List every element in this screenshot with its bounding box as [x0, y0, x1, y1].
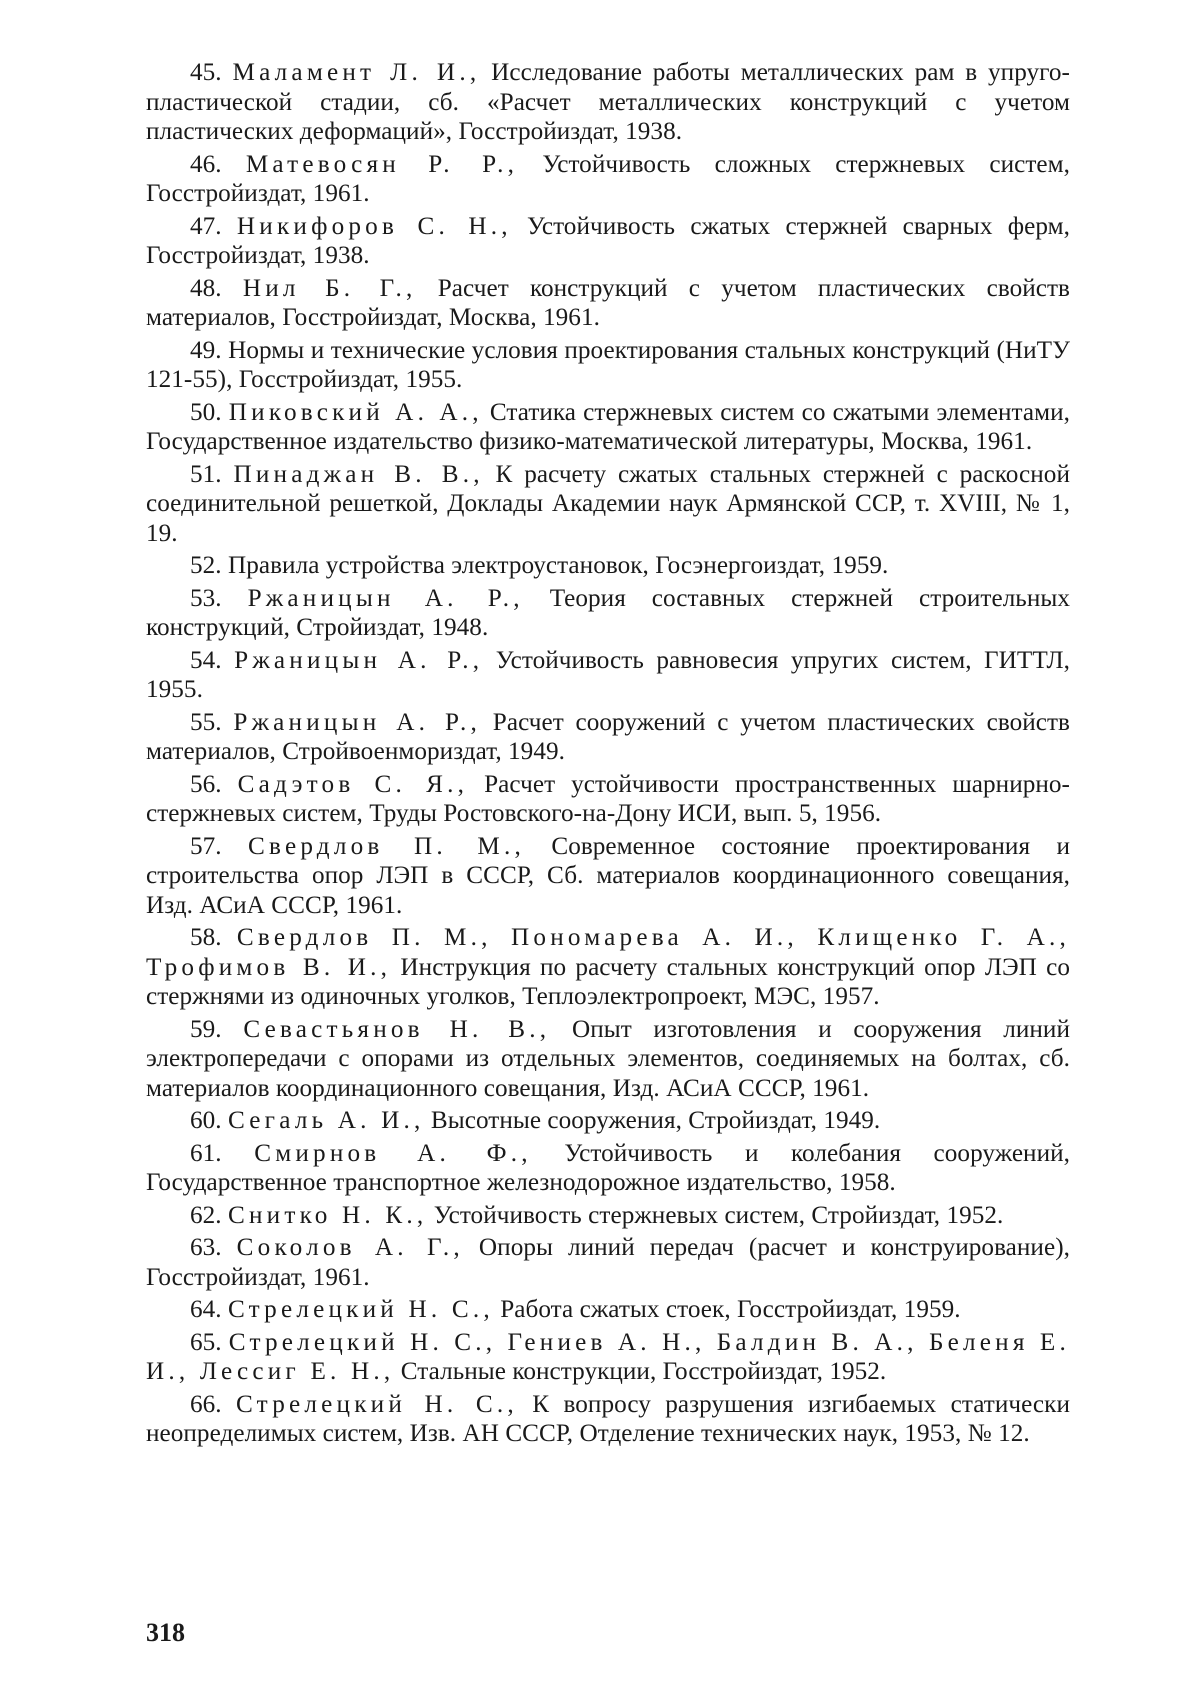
reference-text: Опыт изготовления и сооружения линий электропередачи с опорами из отдельных элементов, соединяемых на болтах, сб. материалов координационного совещания, Изд. АСиА СССР, 1961. [146, 1015, 1070, 1102]
reference-text: Правила устройства электроустановок, Госэнергоиздат, 1959. [221, 552, 889, 579]
reference-author: Свердлов П. М., Пономарева А. И., Клищенко Г. А., Трофимов В. И., [146, 924, 1070, 981]
reference-number: 56. [190, 770, 222, 798]
reference-item [146, 923, 1070, 1012]
reference-number: 57. [190, 832, 222, 860]
reference-number: 54. [190, 646, 222, 674]
reference-text: Опоры линий передач (расчет и конструирование), Госстройиздат, 1961. [146, 1234, 1070, 1291]
reference-author: Ржаницын А. Р., [234, 646, 484, 674]
reference-item [146, 274, 1070, 333]
reference-author: Маламент Л. И., [232, 59, 481, 86]
reference-number: 61. [190, 1139, 222, 1167]
reference-number: 53. [190, 584, 222, 612]
reference-text: Расчет сооружений с учетом пластических свойств материалов, Стройвоенмориздат, 1949. [146, 708, 1070, 765]
reference-number: 45. [190, 59, 222, 86]
reference-number: 65. [190, 1328, 222, 1356]
reference-number: 55. [190, 708, 222, 736]
reference-number: 63. [190, 1234, 222, 1261]
reference-number: 62. [190, 1201, 222, 1229]
page-number: 318 [146, 1618, 185, 1647]
reference-item [146, 584, 1070, 643]
reference-item [146, 1328, 1070, 1387]
reference-text: Инструкция по расчету стальных конструкций опор ЛЭП со стержнями из одиночных уголков, Теплоэлектропроект, МЭС, 1957. [146, 953, 1071, 1010]
reference-text: Устойчивость сложных стержневых систем, Госстройиздат, 1961. [146, 150, 1070, 207]
reference-author: Пинаджан В. В., [233, 460, 484, 488]
reference-number: 52. [190, 552, 222, 579]
reference-item [146, 212, 1070, 271]
reference-text: Нормы и технические условия проектирования стальных конструкций (НиТУ 121-55), Госстройиздат, 1955. [146, 336, 1070, 393]
reference-text: Устойчивость сжатых стержней сварных ферм, Госстройиздат, 1938. [146, 212, 1070, 269]
reference-author: Нил Б. Г., [242, 274, 417, 302]
reference-text: Высотные сооружения, Стройиздат, 1949. [424, 1107, 881, 1134]
reference-item [146, 1295, 1070, 1325]
reference-text: Расчет конструкций с учетом пластических свойств материалов, Госстройиздат, Москва, 1961. [146, 274, 1070, 331]
reference-number: 64. [190, 1296, 222, 1323]
reference-text: Расчет устойчивости пространственных шарнирно-стержневых систем, Труды Ростовского-на-Дону ИСИ, вып. 5, 1956. [146, 770, 1070, 827]
reference-author: Ржаницын А. Р., [247, 584, 524, 612]
reference-author: Сегаль А. И., [228, 1107, 425, 1134]
reference-author: Свердлов П. М., [248, 832, 525, 860]
reference-author: Снитко Н. К., [228, 1201, 428, 1229]
reference-author: Севастьянов Н. В., [243, 1015, 551, 1043]
reference-number: 58. [190, 924, 222, 951]
reference-text: Стальные конструкции, Госстройиздат, 1952. [394, 1358, 887, 1385]
reference-author: Матевосян Р. Р., [245, 150, 519, 178]
reference-item [146, 832, 1070, 921]
reference-text: Теория составных стержней строительных конструкций, Стройиздат, 1948. [146, 584, 1070, 641]
reference-item [146, 398, 1070, 457]
reference-item [146, 58, 1070, 147]
reference-number: 51. [190, 460, 222, 488]
reference-item [146, 1390, 1070, 1449]
reference-author: Стрелецкий Н. С., [228, 1296, 494, 1323]
reference-number: 48. [190, 274, 222, 302]
reference-item [146, 1139, 1070, 1198]
reference-item [146, 646, 1070, 705]
reference-number: 50. [190, 398, 222, 426]
reference-item [146, 708, 1070, 767]
reference-text: Устойчивость равновесия упругих систем, ГИТТЛ, 1955. [146, 646, 1070, 703]
reference-list [146, 58, 1070, 1452]
reference-author: Смирнов А. Ф., [254, 1139, 532, 1167]
reference-text: К вопросу разрушения изгибаемых статически неопределимых систем, Изв. АН СССР, Отделение технических наук, 1953, № 12. [146, 1390, 1070, 1447]
reference-text: Работа сжатых стоек, Госстройиздат, 1959. [493, 1296, 961, 1323]
reference-item [146, 770, 1070, 829]
reference-text: К расчету сжатых стальных стержней с раскосной соединительной решеткой, Доклады Академии наук Армянской ССР, т. XVIII, № 1, 19. [146, 460, 1070, 547]
reference-number: 60. [190, 1107, 222, 1134]
reference-number: 66. [190, 1390, 222, 1418]
reference-item [146, 551, 1070, 581]
reference-author: Стрелецкий Н. С., Гениев А. Н., Балдин В. А., Беленя Е. И., Лессиг Е. Н., [146, 1328, 1070, 1385]
reference-item [146, 1201, 1070, 1231]
reference-item [146, 150, 1070, 209]
reference-author: Никифоров С. Н., [236, 212, 512, 240]
reference-author: Стрелецкий Н. С., [236, 1390, 518, 1418]
reference-text: Исследование работы металлических рам в упруго-пластической стадии, сб. «Расчет металлических конструкций с учетом пластических деформаций», Госстройиздат, 1938. [146, 59, 1070, 145]
reference-number: 47. [190, 212, 222, 240]
reference-author: Соколов А. Г., [236, 1234, 464, 1261]
reference-item [146, 1233, 1070, 1292]
reference-number: 46. [190, 150, 222, 178]
reference-number: 49. [190, 336, 222, 364]
reference-text: Статика стержневых систем со сжатыми элементами, Государственное издательство физико-математической литературы, Москва, 1961. [146, 398, 1070, 455]
reference-item [146, 1106, 1070, 1136]
reference-author: Ржаницын А. Р., [233, 708, 482, 736]
reference-item [146, 336, 1070, 395]
reference-text: Устойчивость и колебания сооружений, Государственное транспортное железнодорожное издательство, 1958. [146, 1139, 1070, 1196]
reference-number: 59. [190, 1015, 222, 1043]
reference-author: Пиковский А. А., [228, 398, 483, 426]
reference-item [146, 460, 1070, 549]
reference-item [146, 1015, 1070, 1104]
reference-text: Современное состояние проектирования и строительства опор ЛЭП в СССР, Сб. материалов координационного совещания, Изд. АСиА СССР, 1961. [146, 832, 1070, 919]
reference-text: Устойчивость стержневых систем, Стройиздат, 1952. [427, 1201, 1004, 1229]
reference-author: Садэтов С. Я., [237, 770, 469, 798]
